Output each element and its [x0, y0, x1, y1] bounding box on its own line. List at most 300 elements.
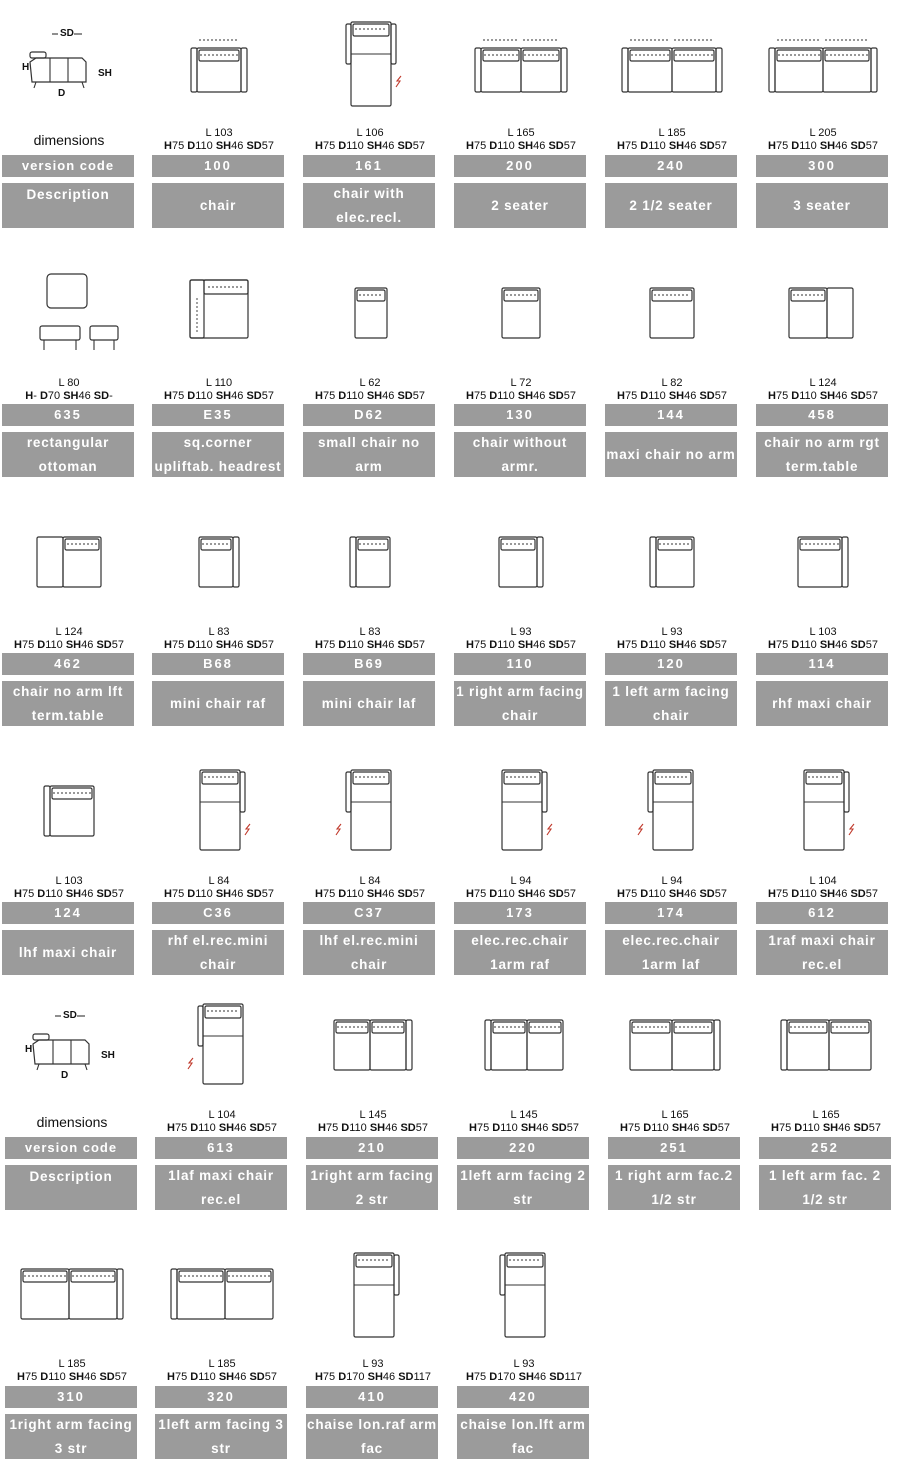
product-description — [303, 681, 435, 726]
description-text: chair no arm rgt term.table — [764, 434, 880, 474]
measurements — [155, 1371, 289, 1384]
height-value: H75 — [768, 888, 789, 900]
height-value: H75 — [617, 140, 638, 152]
height-value: H75 — [466, 140, 487, 152]
measurements — [306, 1371, 440, 1384]
product-diagram — [605, 268, 739, 360]
dimensions-text — [756, 875, 890, 901]
product-diagram — [454, 268, 588, 360]
height-value: H75 — [768, 639, 789, 651]
dimensions-text — [756, 626, 890, 652]
seat-height-value: SH46 — [517, 140, 546, 152]
length-value: L 80 — [58, 377, 80, 389]
version-code: 310 — [5, 1386, 137, 1408]
product-diagram — [454, 517, 588, 609]
version-code: B68 — [152, 653, 284, 675]
length-value: L 103 — [809, 626, 837, 638]
product-description — [457, 1165, 589, 1210]
length-value: L 94 — [661, 875, 683, 887]
lhf-maxi-chair-icon — [2, 766, 136, 858]
product-diagram — [303, 517, 437, 609]
three-seater-icon — [756, 18, 890, 110]
length-value: L 94 — [510, 875, 532, 887]
depth-value: D110 — [640, 639, 666, 651]
dimensions-label: dimensions — [36, 1114, 108, 1130]
seat-depth-value: SD57 — [99, 1371, 127, 1383]
version-code: 462 — [2, 653, 134, 675]
length-value: L 93 — [510, 626, 532, 638]
header-column — [5, 0, 139, 1]
description-label: Description — [5, 1165, 137, 1210]
product-diagram — [457, 1249, 591, 1341]
product-diagram — [756, 766, 890, 858]
seat-height-value: SH46 — [65, 888, 94, 900]
svg-text:SH: SH — [101, 1050, 115, 1061]
length-value: L 104 — [809, 875, 837, 887]
height-value: H- — [25, 390, 37, 402]
measurements — [303, 639, 437, 652]
laf-maxi-recliner-icon — [155, 1000, 289, 1092]
version-code: 251 — [608, 1137, 740, 1159]
measurements — [155, 1122, 289, 1135]
product-diagram — [5, 1249, 139, 1341]
recliner-raf-icon — [454, 766, 588, 858]
version-code-label: version code — [2, 155, 134, 177]
description-text: mini chair raf — [170, 695, 266, 711]
seat-depth-value: SD57 — [397, 888, 425, 900]
product-description — [306, 1414, 438, 1459]
depth-value: D110 — [489, 888, 515, 900]
dimensions-text — [457, 1109, 591, 1135]
armless-small-icon — [303, 268, 437, 360]
measurements — [756, 639, 890, 652]
dimensions-label: dimensions — [33, 132, 105, 148]
version-code: 420 — [457, 1386, 589, 1408]
measurements — [152, 888, 286, 901]
length-value: L 83 — [208, 626, 230, 638]
product-description — [303, 432, 435, 477]
seat-depth-value: SD117 — [398, 1371, 432, 1383]
product-diagram — [306, 1249, 440, 1341]
seat-depth-value: SD57 — [400, 1122, 428, 1134]
version-code: 200 — [454, 155, 586, 177]
dimensions-text — [306, 1109, 440, 1135]
length-value: L 185 — [658, 127, 686, 139]
product-description — [2, 930, 134, 975]
height-value: H75 — [314, 1371, 336, 1383]
length-value: L 103 — [205, 127, 233, 139]
mini-chair-raf-icon — [152, 517, 286, 609]
dimensions-text — [454, 377, 588, 403]
chaise-laf-icon — [457, 1249, 591, 1341]
recliner-chair-icon — [303, 18, 437, 110]
measurements — [454, 639, 588, 652]
corner-icon — [152, 268, 286, 360]
two-half-seater-icon — [605, 18, 739, 110]
version-code: 612 — [756, 902, 888, 924]
depth-value: D110 — [791, 140, 817, 152]
dimensions-text — [306, 1358, 440, 1384]
right-arm-2-seater-icon — [306, 1000, 440, 1092]
description-text: rhf el.rec.mini chair — [167, 932, 269, 972]
product-diagram — [2, 268, 136, 360]
seat-height-value: SH46 — [367, 1371, 396, 1383]
height-value: H75 — [469, 1122, 490, 1134]
seat-height-value: SH46 — [668, 639, 697, 651]
product-diagram — [454, 18, 588, 110]
product-diagram — [2, 517, 136, 609]
version-code: D62 — [303, 404, 435, 426]
height-value: H75 — [164, 639, 185, 651]
seat-height-value: SH46 — [819, 639, 848, 651]
product-description — [303, 930, 435, 975]
seat-height-value: SH46 — [819, 140, 848, 152]
seat-height-value: SH46 — [63, 390, 91, 402]
measurements — [152, 390, 286, 403]
description-text: 1 right arm fac.2 1/2 str — [615, 1167, 733, 1207]
seat-depth-value: SD57 — [397, 140, 425, 152]
product-description — [5, 1414, 137, 1459]
description-text: maxi chair no arm — [606, 446, 736, 462]
dimensions-text — [608, 1109, 742, 1135]
seat-depth-value: SD57 — [548, 390, 576, 402]
seat-depth-value: SD57 — [397, 639, 425, 651]
seat-height-value: SH46 — [668, 888, 697, 900]
measurements — [152, 639, 286, 652]
description-text: 1 left arm fac. 2 1/2 str — [769, 1167, 881, 1207]
depth-value: D110 — [187, 888, 213, 900]
depth-value: D110 — [341, 1122, 367, 1134]
svg-text:D: D — [58, 88, 66, 99]
product-description — [608, 1165, 740, 1210]
height-value: H75 — [164, 888, 185, 900]
description-text: chaise lon.raf arm fac — [307, 1416, 437, 1456]
length-value: L 72 — [510, 377, 532, 389]
length-value: L 165 — [812, 1109, 840, 1121]
product-diagram — [306, 1000, 440, 1092]
product-diagram — [759, 1000, 893, 1092]
dimensions-text — [605, 127, 739, 153]
version-code: 124 — [2, 902, 134, 924]
version-code: 144 — [605, 404, 737, 426]
seat-height-value: SH46 — [668, 390, 697, 402]
product-description — [2, 681, 134, 726]
left-arm-2-seater-icon — [457, 1000, 591, 1092]
description-text: 1 left arm facing chair — [612, 683, 730, 723]
product-diagram — [605, 18, 739, 110]
rhf-maxi-chair-icon — [756, 517, 890, 609]
length-value: L 205 — [809, 127, 837, 139]
seat-height-value: SH46 — [822, 1122, 851, 1134]
measurements — [306, 1122, 440, 1135]
version-code: 300 — [756, 155, 888, 177]
description-text: 1right arm facing 3 str — [9, 1416, 133, 1456]
product-description — [756, 432, 888, 477]
armless-chair-icon — [454, 268, 588, 360]
depth-value: D110 — [791, 639, 817, 651]
seat-height-value: SH46 — [215, 140, 244, 152]
version-code: C36 — [152, 902, 284, 924]
length-value: L 93 — [513, 1358, 535, 1370]
two-seater-icon — [454, 18, 588, 110]
depth-value: D110 — [489, 390, 515, 402]
height-value: H75 — [14, 888, 35, 900]
version-code: 120 — [605, 653, 737, 675]
depth-value: D110 — [338, 390, 364, 402]
product-description — [303, 183, 435, 228]
version-code: E35 — [152, 404, 284, 426]
height-value: H75 — [315, 639, 336, 651]
height-value: H75 — [620, 1122, 641, 1134]
product-description — [152, 432, 284, 477]
description-text: mini chair laf — [321, 695, 417, 711]
product-diagram — [303, 268, 437, 360]
dimensions-diagram — [2, 18, 136, 110]
measurements — [756, 888, 890, 901]
dimensions-text — [152, 127, 286, 153]
height-value: H75 — [466, 390, 487, 402]
seat-height-value: SH46 — [668, 140, 697, 152]
depth-value: D110 — [489, 140, 515, 152]
height-value: H75 — [466, 888, 487, 900]
seat-height-value: SH46 — [218, 1122, 247, 1134]
dimensions-text — [155, 1358, 289, 1384]
description-text: 1raf maxi chair rec.el — [768, 932, 876, 972]
measurements — [5, 1371, 139, 1384]
version-code: 110 — [454, 653, 586, 675]
measurements — [457, 1371, 591, 1384]
depth-value: D110 — [338, 639, 364, 651]
single-chair-icon — [152, 18, 286, 110]
seat-depth-value: SD57 — [96, 639, 124, 651]
description-text: 1laf maxi chair rec.el — [168, 1167, 274, 1207]
version-code: 220 — [457, 1137, 589, 1159]
seat-depth-value: SD57 — [551, 1122, 579, 1134]
seat-depth-value: SD57 — [548, 888, 576, 900]
seat-height-value: SH46 — [215, 639, 244, 651]
measurements — [454, 390, 588, 403]
dimensions-text — [457, 1358, 591, 1384]
length-value: L 93 — [362, 1358, 384, 1370]
version-code: 114 — [756, 653, 888, 675]
dimensions-text — [303, 127, 437, 153]
depth-value: D110 — [643, 1122, 669, 1134]
depth-value: D110 — [489, 639, 515, 651]
version-code: 240 — [605, 155, 737, 177]
height-value: H75 — [617, 390, 638, 402]
measurements — [454, 140, 588, 153]
length-value: L 124 — [55, 626, 83, 638]
height-value: H75 — [17, 1371, 38, 1383]
chaise-raf-icon — [306, 1249, 440, 1341]
measurements — [152, 140, 286, 153]
description-text: 1 right arm facing chair — [456, 683, 584, 723]
dimensions-text — [454, 626, 588, 652]
lhf-recliner-mini-icon — [303, 766, 437, 858]
version-code: 100 — [152, 155, 284, 177]
seat-height-value: SH46 — [215, 888, 244, 900]
depth-value: D110 — [794, 1122, 820, 1134]
measurements — [457, 1122, 591, 1135]
height-value: H75 — [167, 1122, 188, 1134]
height-value: H75 — [14, 639, 35, 651]
version-code: 613 — [155, 1137, 287, 1159]
dimensions-text — [605, 875, 739, 901]
length-value: L 165 — [507, 127, 535, 139]
seat-depth-value: SD117 — [549, 1371, 583, 1383]
dimensions-text — [756, 127, 890, 153]
seat-height-value: SH46 — [819, 888, 848, 900]
seat-height-value: SH46 — [366, 888, 395, 900]
measurements — [605, 390, 739, 403]
product-diagram — [155, 1000, 289, 1092]
svg-text:SD: SD — [63, 1010, 77, 1021]
product-diagram — [756, 268, 890, 360]
seat-height-value: SH46 — [517, 639, 546, 651]
height-value: H75 — [318, 1122, 339, 1134]
product-description — [454, 432, 586, 477]
right-arm-3-seater-icon — [5, 1249, 139, 1341]
height-value: H75 — [768, 140, 789, 152]
length-value: L 110 — [205, 377, 233, 389]
measurements — [605, 888, 739, 901]
version-code: 161 — [303, 155, 435, 177]
length-value: L 165 — [661, 1109, 689, 1121]
length-value: L 124 — [809, 377, 837, 389]
measurements — [759, 1122, 893, 1135]
depth-value: D170 — [338, 1371, 365, 1383]
depth-value: D110 — [190, 1122, 216, 1134]
dimensions-diagram — [5, 1000, 139, 1092]
length-value: L 103 — [55, 875, 83, 887]
length-value: L 185 — [208, 1358, 236, 1370]
description-text: 1left arm facing 3 str — [158, 1416, 284, 1456]
description-text: lhf el.rec.mini chair — [319, 932, 419, 972]
description-text: lhf maxi chair — [18, 944, 118, 960]
seat-depth-value: SD57 — [699, 888, 727, 900]
product-description — [454, 930, 586, 975]
length-value: L 104 — [208, 1109, 236, 1121]
dimensions-text — [303, 875, 437, 901]
length-value: L 62 — [359, 377, 381, 389]
description-text: 3 seater — [793, 197, 851, 213]
version-code: 130 — [454, 404, 586, 426]
height-value: H75 — [617, 888, 638, 900]
dimensions-text — [152, 626, 286, 652]
version-code: 252 — [759, 1137, 891, 1159]
height-value: H75 — [771, 1122, 792, 1134]
depth-value: D110 — [37, 888, 63, 900]
seat-depth-value: SD- — [93, 390, 113, 402]
measurements — [2, 390, 136, 403]
product-description — [605, 681, 737, 726]
description-text: small chair no arm — [318, 434, 420, 474]
height-value: H75 — [164, 390, 185, 402]
right-arm-2-half-icon — [608, 1000, 742, 1092]
measurements — [605, 639, 739, 652]
seat-height-value: SH46 — [366, 639, 395, 651]
measurements — [2, 888, 136, 901]
measurements — [303, 888, 437, 901]
depth-value: D110 — [40, 1371, 66, 1383]
depth-value: D110 — [492, 1122, 518, 1134]
measurements — [756, 140, 890, 153]
measurements — [454, 888, 588, 901]
product-diagram — [152, 766, 286, 858]
product-diagram — [2, 766, 136, 858]
description-text: rhf maxi chair — [772, 695, 872, 711]
seat-depth-value: SD57 — [699, 390, 727, 402]
seat-height-value: SH46 — [215, 390, 244, 402]
description-text: 1left arm facing 2 str — [460, 1167, 586, 1207]
description-text: elec.rec.chair 1arm raf — [471, 932, 569, 972]
description-text: chair no arm lft term.table — [12, 683, 124, 723]
dimensions-text — [605, 626, 739, 652]
seat-depth-value: SD57 — [246, 888, 274, 900]
version-code: 174 — [605, 902, 737, 924]
sofa-dimension-icon — [2, 18, 136, 110]
product-description — [2, 432, 134, 477]
description-text: chair with elec.recl. — [333, 185, 405, 225]
product-diagram — [605, 766, 739, 858]
height-value: H75 — [315, 140, 336, 152]
description-text: elec.rec.chair 1arm laf — [622, 932, 720, 972]
length-value: L 106 — [356, 127, 384, 139]
product-description — [152, 930, 284, 975]
version-code: 320 — [155, 1386, 287, 1408]
depth-value: D70 — [39, 390, 61, 402]
product-diagram — [303, 18, 437, 110]
depth-value: D170 — [489, 1371, 516, 1383]
dimensions-text — [2, 377, 136, 403]
seat-height-value: SH46 — [68, 1371, 97, 1383]
length-value: L 145 — [359, 1109, 387, 1121]
seat-depth-value: SD57 — [246, 140, 274, 152]
armless-maxi-icon — [605, 268, 739, 360]
version-code: 458 — [756, 404, 888, 426]
seat-depth-value: SD57 — [246, 390, 274, 402]
product-diagram — [152, 18, 286, 110]
left-arm-chair-icon — [605, 517, 739, 609]
version-code: 210 — [306, 1137, 438, 1159]
seat-depth-value: SD57 — [246, 639, 274, 651]
dimensions-text — [303, 377, 437, 403]
seat-height-value: SH46 — [819, 390, 848, 402]
description-text: sq.corner upliftab. headrest — [154, 434, 282, 474]
product-description — [454, 681, 586, 726]
version-code: C37 — [303, 902, 435, 924]
product-description — [605, 183, 737, 228]
seat-height-value: SH46 — [65, 639, 94, 651]
length-value: L 83 — [359, 626, 381, 638]
version-code: 173 — [454, 902, 586, 924]
length-value: L 84 — [208, 875, 230, 887]
dimensions-text — [605, 377, 739, 403]
seat-height-value: SH46 — [520, 1122, 549, 1134]
depth-value: D110 — [338, 140, 364, 152]
seat-height-value: SH46 — [517, 888, 546, 900]
seat-depth-value: SD57 — [850, 888, 878, 900]
mini-chair-laf-icon — [303, 517, 437, 609]
version-code: 635 — [2, 404, 134, 426]
left-arm-3-seater-icon — [155, 1249, 289, 1341]
length-value: L 82 — [661, 377, 683, 389]
svg-text:SH: SH — [98, 68, 112, 79]
dimensions-text — [303, 626, 437, 652]
raf-maxi-recliner-icon — [756, 766, 890, 858]
product-description — [152, 681, 284, 726]
version-code: 410 — [306, 1386, 438, 1408]
